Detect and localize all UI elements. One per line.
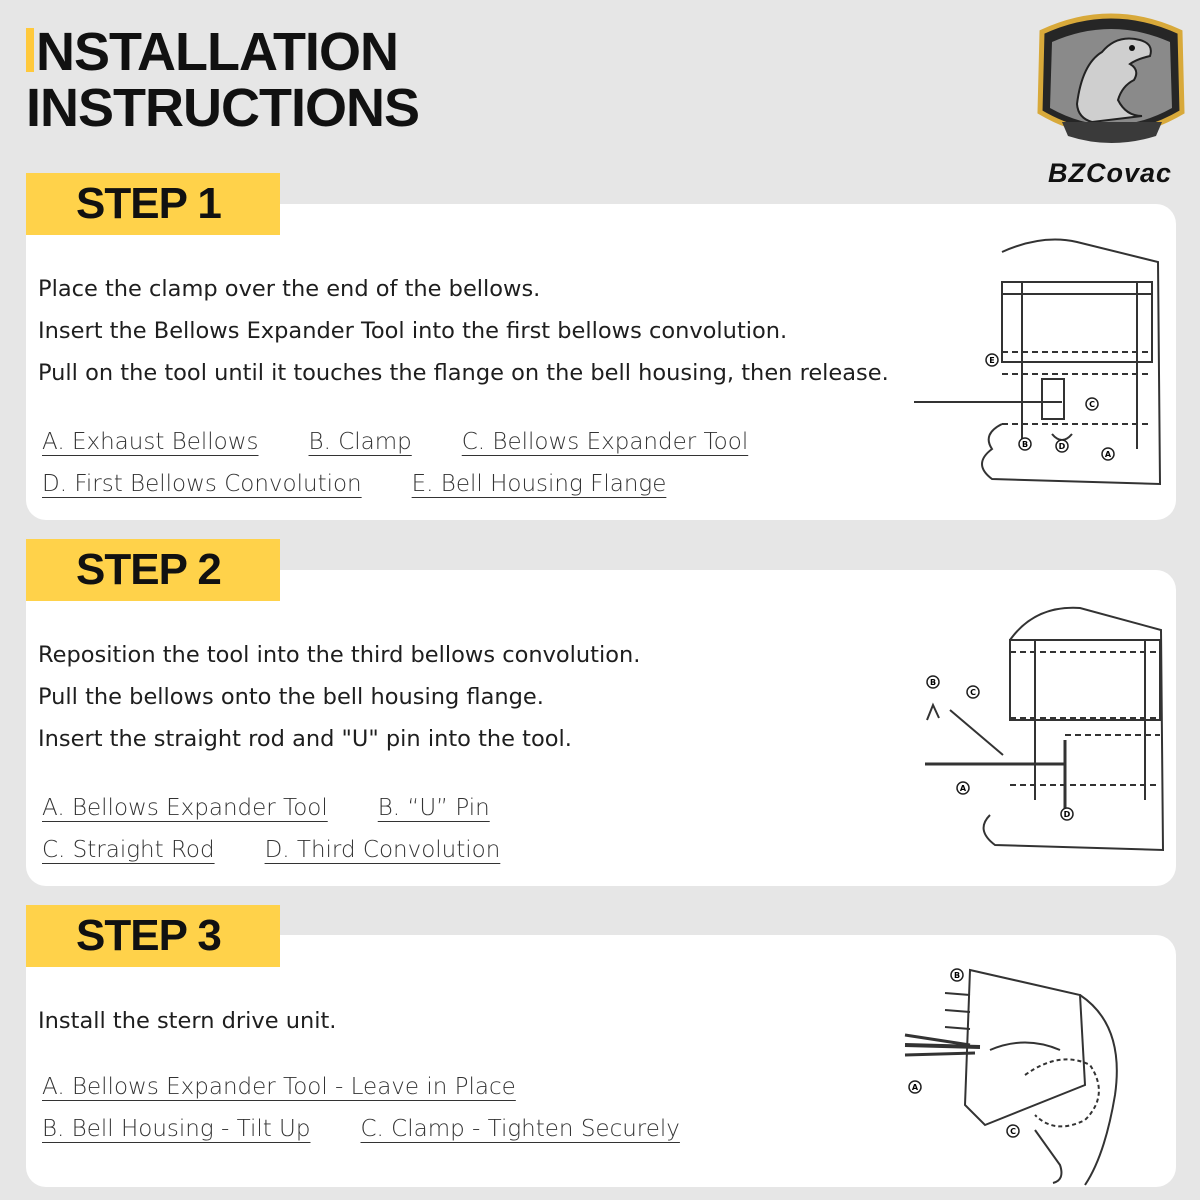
title-accent-bar bbox=[26, 28, 34, 72]
legend-item: E. Bell Housing Flange bbox=[411, 471, 667, 497]
instruction-line: Insert the straight rod and "U" pin into the tool. bbox=[38, 726, 572, 752]
step-3-legend bbox=[42, 1066, 730, 1150]
step-1-instructions bbox=[38, 268, 889, 394]
legend-item: C. Straight Rod bbox=[42, 837, 215, 863]
step-3-label: STEP 3 bbox=[76, 911, 221, 960]
legend-item: A. Exhaust Bellows bbox=[42, 429, 259, 455]
callout-label: A bbox=[959, 784, 967, 793]
callout-label: E bbox=[989, 356, 995, 365]
callout-label: C bbox=[1010, 1127, 1016, 1136]
legend-item: C. Clamp - Tighten Securely bbox=[360, 1116, 680, 1142]
step-3-diagram bbox=[885, 955, 1175, 1190]
legend-item: B. Clamp bbox=[308, 429, 412, 455]
legend-item: C. Bellows Expander Tool bbox=[461, 429, 749, 455]
step-1-badge bbox=[26, 173, 280, 235]
step-2-badge bbox=[26, 539, 280, 601]
title-line-1: NSTALLATION bbox=[36, 22, 398, 82]
instruction-line: Reposition the tool into the third bellows convolution. bbox=[38, 642, 641, 668]
dinosaur-logo-icon bbox=[1022, 4, 1200, 164]
title-line-2: INSTRUCTIONS bbox=[26, 78, 419, 138]
callout-label: B bbox=[929, 678, 937, 687]
legend-item: B. “U” Pin bbox=[377, 795, 490, 821]
step-1-label: STEP 1 bbox=[76, 179, 221, 228]
callout-label: D bbox=[1058, 442, 1066, 451]
callout-label: C bbox=[1089, 400, 1095, 409]
step-2-instructions bbox=[38, 634, 640, 760]
legend-item: B. Bell Housing - Tilt Up bbox=[42, 1116, 311, 1142]
legend-item: D. First Bellows Convolution bbox=[42, 471, 362, 497]
callout-label: B bbox=[953, 971, 961, 980]
brand-name: BZCovac bbox=[1047, 158, 1173, 188]
callout-label: C bbox=[970, 688, 976, 697]
instruction-line: Place the clamp over the end of the bellows. bbox=[38, 276, 541, 302]
instruction-line: Pull the bellows onto the bell housing flange. bbox=[38, 684, 544, 710]
instruction-line: Insert the Bellows Expander Tool into the first bellows convolution. bbox=[38, 318, 788, 344]
callout-label: B bbox=[1021, 440, 1029, 449]
legend-item: D. Third Convolution bbox=[264, 837, 501, 863]
callout-label: A bbox=[1104, 450, 1112, 459]
step-2-legend bbox=[42, 787, 550, 871]
instruction-line: Install the stern drive unit. bbox=[38, 1008, 337, 1034]
instruction-line: Pull on the tool until it touches the flange on the bell housing, then release. bbox=[38, 360, 889, 386]
callout-label: D bbox=[1063, 810, 1071, 819]
legend-item: A. Bellows Expander Tool - Leave in Place bbox=[42, 1074, 516, 1100]
step-2-diagram bbox=[915, 600, 1170, 862]
legend-item: A. Bellows Expander Tool bbox=[42, 795, 328, 821]
step-2-label: STEP 2 bbox=[76, 545, 221, 594]
step-1-diagram bbox=[912, 234, 1167, 496]
callout-label: A bbox=[911, 1083, 919, 1092]
step-3-instructions bbox=[38, 1000, 336, 1042]
step-3-badge bbox=[26, 905, 280, 967]
step-1-legend bbox=[42, 421, 798, 505]
page-title bbox=[26, 24, 419, 136]
